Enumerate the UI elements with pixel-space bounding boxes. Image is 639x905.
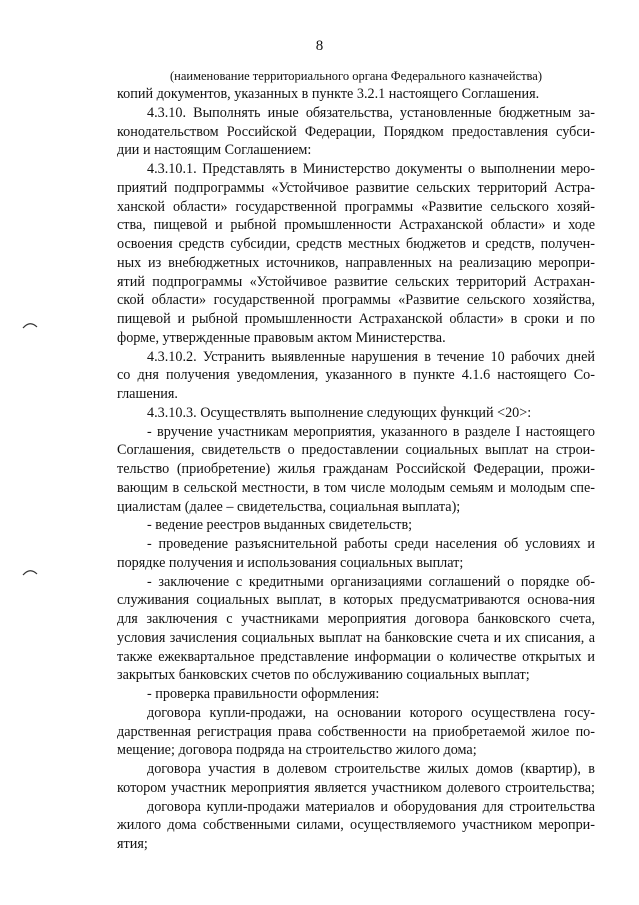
text-line: дии и настоящим Соглашением: [117,142,312,159]
text-line: для заключения с участниками мероприятия договора банковского счета, [117,611,595,627]
text-line: жилого дома собственными силами, осуществляемого участником меропри- [117,817,595,834]
text-line: ской области» государственной программы «Развитие сельского хозяйства, [117,292,595,309]
text-line: тельство (приобретение) жилья гражданам Российской Федерации, прожи- [117,461,595,477]
text-line: вающим в сельской местности, в том числе молодым семьям и молодым спе- [117,479,595,496]
text-line: - заключение с кредитными организациями соглашений о порядке об- [147,573,595,590]
text-line: договора купли-продажи, на основании которого осуществлена госу- [147,704,595,721]
text-line: ных из внебюджетных источников, направленных на реализацию меропри- [117,254,595,271]
text-line: циалистам (далее – свидетельства, социальная выплата); [117,498,461,515]
text-line: глашения. [117,386,178,402]
page-number: 8 [315,38,324,54]
text-line: Соглашения, свидетельств о предоставлении социальных выплат на строи- [117,442,595,459]
text-line: копий документов, указанных в пункте 3.2.1 настоящего Соглашения. [117,86,540,102]
text-line: условия зачисления социальных выплат на банковские счета и их списания, а [117,629,595,646]
text-line: также ежеквартальное представление информации о количестве открытых и [117,648,595,665]
text-line: ханской области» государственной программы «Развитие сельского хозяй- [117,198,595,215]
text-line: 4.3.10.3. Осуществлять выполнение следующих функций <20>: [147,404,532,421]
text-line: договора купли-продажи материалов и оборудования для строительства [147,798,595,815]
text-line: конодательством Российской Федерации, Порядком предоставления субси- [117,123,595,140]
caption-territorial-organ: (наименование территориального органа Федерального казначейства) [169,69,542,83]
text-line: мещение; договора подряда на строительство жилого дома; [117,742,477,759]
margin-mark-bottom [22,567,38,577]
text-line: ятия; [117,836,148,852]
text-line: служивания социальных выплат, в которых предусматриваются основа-ния [117,592,595,609]
text-line: освоения средств субсидии, средств местных бюджетов и средств, получен- [117,236,595,252]
margin-mark-top [22,320,38,330]
text-line: 4.3.10.1. Представлять в Министерство документы о выполнении меро- [147,161,595,177]
text-line: со дня получения уведомления, указанного в пункте 4.1.6 настоящего Со- [117,367,595,384]
text-line: пищевой и рыбной промышленности Астраханской области» в сроки и по [117,311,595,327]
text-line: порядке получения и использования социальных выплат; [117,554,464,571]
text-line: ятий подпрограммы «Устойчивое развитие сельских территорий Астрахан- [117,273,595,290]
text-line: - ведение реестров выданных свидетельств; [147,517,413,534]
text-line: - вручение участникам мероприятия, указанного в разделе I настоящего [147,423,595,440]
text-line: - проведение разъяснительной работы среди населения об условиях и [147,536,595,552]
text-line: 4.3.10. Выполнять иные обязательства, установленные бюджетным за- [147,104,595,121]
text-line: котором участник мероприятия является участником долевого строительства; [117,779,595,796]
text-line: приятий подпрограммы «Устойчивое развитие сельских территорий Астра- [117,179,595,196]
document-body [117,68,595,854]
text-line: договора участия в долевом строительстве жилых домов (квартир), в [147,761,595,777]
text-line: форме, утвержденные правовым актом Министерства. [117,329,446,346]
text-line: - проверка правильности оформления: [147,686,380,702]
text-line: 4.3.10.2. Устранить выявленные нарушения в течение 10 рабочих дней [147,348,595,365]
text-line: дарственная регистрация права собственности на приобретаемой жилое по- [117,723,595,740]
text-line: закрытых банковских счетов по обслуживанию социальных выплат; [117,667,530,684]
text-line: ства, пищевой и рыбной промышленности Астраханской области» и ходе [117,217,595,234]
